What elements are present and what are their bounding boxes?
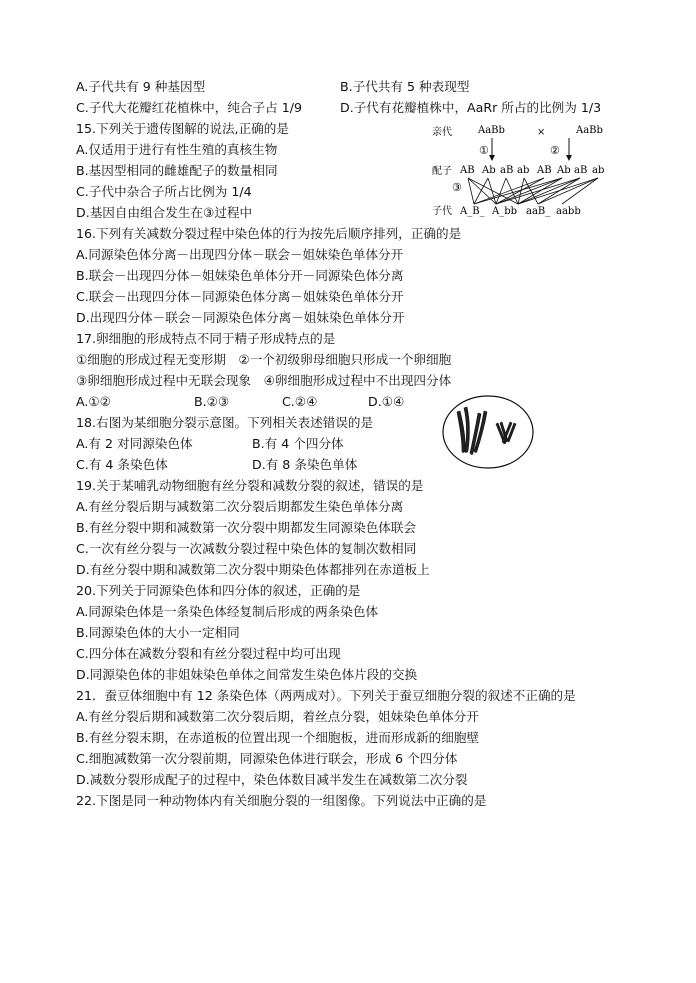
q21-option-a: A.有丝分裂后期和减数第二次分裂后期，着丝点分裂，姐妹染色单体分开 — [76, 709, 479, 724]
q16-option-d: D.出现四分体－联会－同源染色体分离－姐妹染色单体分开 — [76, 310, 405, 325]
q16-option-b: B.联会－出现四分体－姐妹染色单体分开－同源染色体分离 — [76, 268, 404, 283]
q14-option-c: C.子代大花瓣红花植株中，纯合子占 1/9 — [76, 100, 302, 115]
q19-option-a: A.有丝分裂后期与减数第二次分裂后期都发生染色单体分离 — [76, 499, 404, 514]
q17-options-row — [76, 392, 416, 412]
offspring-3: aaB_ — [526, 206, 551, 217]
process-mark-3: ③ — [452, 181, 462, 194]
process-mark-1: ① — [479, 144, 489, 157]
q15-option-c: C.子代中杂合子所占比例为 1/4 — [76, 184, 252, 199]
parent2-genotype: AaBb — [576, 125, 603, 136]
q20-option-a: A.同源染色体是一条染色体经复制后形成的两条染色体 — [76, 604, 379, 619]
gamete-right-4: ab — [592, 165, 605, 176]
gamete-left-2: Ab — [482, 165, 496, 176]
q19-stem: 19.关于某哺乳动物细胞有丝分裂和减数分裂的叙述，错误的是 — [76, 478, 424, 493]
q14-option-b: B.子代共有 5 种表现型 — [340, 79, 470, 94]
gamete-right-3: aB — [574, 165, 588, 176]
q18-options-row2 — [76, 455, 396, 475]
q15-option-d: D.基因自由组合发生在③过程中 — [76, 205, 253, 220]
q21-option-b: B.有丝分裂末期，在赤道板的位置出现一个细胞板，进而形成新的细胞壁 — [76, 730, 480, 745]
q16-option-a: A.同源染色体分离－出现四分体－联会－姐妹染色单体分开 — [76, 247, 404, 262]
gamete-left-1: AB — [460, 165, 475, 176]
gamete-label: 配子 — [432, 166, 452, 177]
q21-stem: 21．蚕豆体细胞中有 12 条染色体（两两成对）。下列关于蚕豆细胞分裂的叙述不正确的是 — [76, 688, 576, 703]
q14-option-a: A.子代共有 9 种基因型 — [76, 79, 206, 94]
parent1-genotype: AaBb — [478, 125, 505, 136]
q18-option-d: D.有 8 条染色单体 — [252, 457, 358, 472]
gamete-left-3: aB — [500, 165, 514, 176]
q21-option-d: D.减数分裂形成配子的过程中，染色体数目减半发生在减数第二次分裂 — [76, 772, 468, 787]
offspring-1: A_B_ — [460, 206, 485, 217]
q19-option-b: B.有丝分裂中期和减数第一次分裂中期都发生同源染色体联会 — [76, 520, 417, 535]
q17-option-d: D.①④ — [368, 394, 405, 409]
offspring-label: 子代 — [432, 206, 452, 217]
q20-option-c: C.四分体在减数分裂和有丝分裂过程中均可出现 — [76, 646, 341, 661]
q20-option-d: D.同源染色体的非姐妹染色单体之间常发生染色体片段的交换 — [76, 667, 418, 682]
q18-option-c: C.有 4 条染色体 — [76, 457, 168, 472]
q19-option-d: D.有丝分裂中期和减数第二次分裂中期染色体都排列在赤道板上 — [76, 562, 430, 577]
genetic-cross-diagram — [430, 118, 660, 223]
offspring-4: aabb — [556, 206, 581, 217]
q15-option-b: B.基因型相同的雌雄配子的数量相同 — [76, 163, 278, 178]
gamete-left-4: ab — [517, 165, 530, 176]
gamete-right-2: Ab — [557, 165, 571, 176]
cell-division-figure — [440, 393, 536, 471]
q20-stem: 20.下列关于同源染色体和四分体的叙述，正确的是 — [76, 583, 361, 598]
q16-stem: 16.下列有关减数分裂过程中染色体的行为按先后顺序排列，正确的是 — [76, 226, 462, 241]
fertilization-lines — [468, 178, 598, 204]
q20-option-b: B.同源染色体的大小一定相同 — [76, 625, 240, 640]
q17-option-c: C.②④ — [282, 394, 318, 409]
process-mark-2: ② — [550, 144, 560, 157]
q18-stem: 18.右图为某细胞分裂示意图。下列相关表述错误的是 — [76, 415, 374, 430]
q22-stem: 22.下图是同一种动物体内有关细胞分裂的一组图像。下列说法中正确的是 — [76, 793, 487, 808]
parent-label: 亲代 — [432, 127, 452, 138]
q19-option-c: C.一次有丝分裂与一次减数分裂过程中染色体的复制次数相同 — [76, 541, 417, 556]
offspring-2: A_bb — [492, 206, 518, 217]
q15-option-a: A.仅适用于进行有性生殖的真核生物 — [76, 142, 278, 157]
q14-option-d: D.子代有花瓣植株中，AaRr 所占的比例为 1/3 — [340, 100, 602, 115]
q17-stem: 17.卵细胞的形成特点不同于精子形成特点的是 — [76, 331, 336, 346]
q17-option-a: A.①② — [76, 394, 111, 409]
large-chromosome-pair — [457, 407, 487, 455]
q18-options-row1 — [76, 434, 396, 454]
q17-items-row2: ③卵细胞形成过程中无联会现象 ④卵细胞形成过程中不出现四分体 — [76, 373, 452, 388]
q16-option-c: C.联会－出现四分体－同源染色体分离－姐妹染色单体分开 — [76, 289, 404, 304]
q17-items-row1: ①细胞的形成过程无变形期 ②一个初级卵母细胞只形成一个卵细胞 — [76, 352, 452, 367]
q15-stem: 15.下列关于遗传图解的说法,正确的是 — [76, 121, 289, 136]
q18-option-a: A.有 2 对同源染色体 — [76, 436, 193, 451]
q18-option-b: B.有 4 个四分体 — [252, 436, 344, 451]
cross-symbol: × — [537, 127, 546, 138]
small-chromosome-pair — [496, 422, 516, 444]
q21-option-c: C.细胞减数第一次分裂前期，同源染色体进行联会，形成 6 个四分体 — [76, 751, 458, 766]
gamete-right-1: AB — [537, 165, 552, 176]
q17-option-b: B.②③ — [194, 394, 230, 409]
